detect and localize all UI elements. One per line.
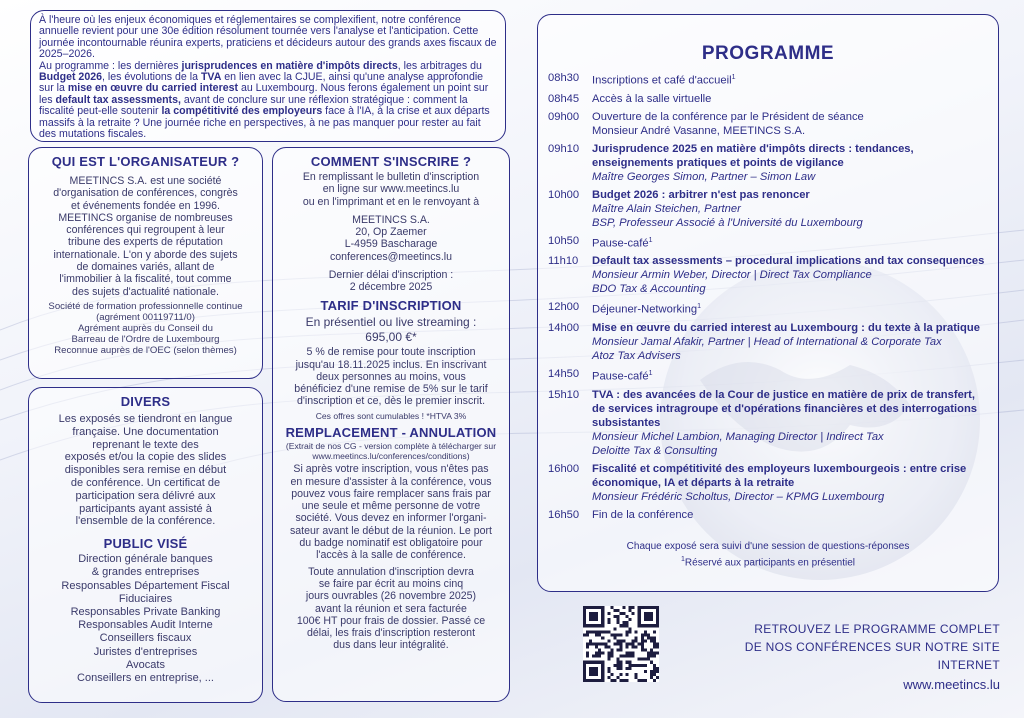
discount-line: d'inscription et ce, dès le premier inscrit. <box>296 395 486 408</box>
footnote-presentiel: $^1$Réservé aux participants en présentiel <box>681 555 855 569</box>
programme-item <box>548 462 988 504</box>
address-line: L-4959 Bascharage <box>344 238 438 251</box>
programme-item <box>548 142 988 184</box>
website-callout <box>682 620 1000 696</box>
tarif-price: 695,00 €* <box>365 329 417 344</box>
text-line: conférences qui regroupent à leur <box>66 224 225 237</box>
text-line: MEETINCS S.A. est une société <box>69 175 222 187</box>
divers-title: DIVERS <box>120 394 171 409</box>
divers-text <box>37 413 254 528</box>
registration-address <box>279 214 503 263</box>
text-line: disponibles sera remise en début <box>64 464 227 477</box>
programme-speaker: BDO Tax & Accounting <box>592 283 706 296</box>
text-line: ou en l'imprimant et en le renvoyant à <box>302 195 480 208</box>
programme-content <box>592 321 988 363</box>
cancellation-text <box>279 566 503 652</box>
programme-time: 15h10 <box>548 388 580 401</box>
tarif-title: TARIF D'INSCRIPTION <box>320 297 462 313</box>
organiser-box <box>28 147 263 379</box>
programme-time: 08h45 <box>548 92 580 105</box>
text-line: l'ensemble de la conférence. <box>75 515 216 528</box>
programme-speaker: Monsieur Jamal Afakir, Partner | Head of International & Corporate Tax <box>592 336 942 349</box>
programme-content <box>592 508 988 522</box>
text-line: de domaines variés, allant de <box>76 261 215 274</box>
audience-item: Responsables Audit Interne <box>78 619 213 632</box>
discount-line: bénéficiez d'une remise de 5% sur le tarif <box>294 383 488 396</box>
callout-line-1: RETROUVEZ LE PROGRAMME COMPLET <box>754 622 1000 636</box>
text-line: participants ayant assisté à <box>79 502 212 515</box>
programme-speaker: Atoz Tax Advisers <box>592 350 681 363</box>
programme-item-title: Budget 2026 : arbitrer n'est pas renoncer <box>592 188 810 201</box>
cancellation-line: Toute annulation d'inscription devra <box>308 565 474 578</box>
accreditation-line: (agrément 00119711/0) <box>96 311 195 323</box>
cancellation-line: avant la réunion et sera facturée <box>315 602 467 615</box>
programme-content <box>592 300 988 317</box>
public-list <box>37 553 254 685</box>
programme-time: 10h50 <box>548 234 580 247</box>
programme-time: 09h10 <box>548 142 580 155</box>
programme-item-title: Accès à la salle virtuelle <box>592 92 712 105</box>
programme-item <box>548 367 988 384</box>
programme-title: PROGRAMME <box>701 43 835 64</box>
accreditation-line: Reconnue auprès de l'OEC (selon thèmes) <box>54 344 237 356</box>
discount-line: deux personnes au moins, vous <box>316 370 466 383</box>
text-line: et événements fondée en 1996. <box>70 199 221 212</box>
cancellation-line: délai, les frais d'inscription resteront <box>306 627 476 640</box>
deadline-line: 2 décembre 2025 <box>349 281 433 294</box>
programme-speaker: Deloitte Tax & Consulting <box>592 444 718 457</box>
callout-line-2: DE NOS CONFÉRENCES SUR NOTRE SITE INTERNET <box>744 640 1000 672</box>
text-line: En remplissant le bulletin d'inscription <box>302 171 480 183</box>
replacement-title: REMPLACEMENT - ANNULATION <box>285 425 497 441</box>
programme-item <box>548 508 988 522</box>
programme-time: 14h50 <box>548 368 580 381</box>
programme-item-title: Fin de la conférence <box>592 508 694 521</box>
programme-item <box>548 388 988 458</box>
text-line: participation sera délivré aux <box>75 489 216 502</box>
programme-content <box>592 367 988 384</box>
replacement-line: l'accès à la salle de conférence. <box>316 549 466 562</box>
programme-content <box>592 254 988 296</box>
footnote-qa: Chaque exposé sera suivi d'une session de questions-réponses <box>626 540 910 552</box>
replacement-note <box>279 442 503 461</box>
registration-deadline <box>279 269 503 294</box>
text-line: des sujets d'actualité nationale. <box>72 285 219 298</box>
text-line: en ligne sur www.meetincs.lu <box>322 183 460 196</box>
registration-title: COMMENT S'INSCRIRE ? <box>310 154 472 169</box>
programme-box <box>537 14 999 592</box>
registration-text <box>279 171 503 208</box>
discount-line: jusqu'au 18.11.2025 inclus. En inscrivant <box>295 358 487 371</box>
programme-content <box>592 110 988 138</box>
programme-speaker: Maître Alain Steichen, Partner <box>592 202 741 215</box>
programme-item-title: Ouverture de la conférence par le Président de séance <box>592 110 864 123</box>
programme-footnotes <box>548 540 988 569</box>
address-line: 20, Op Zaemer <box>355 226 427 239</box>
programme-list <box>548 71 988 522</box>
divers-box <box>28 387 263 703</box>
cancellation-line: dus dans leur intégralité. <box>333 639 449 652</box>
discount-line: 5 % de remise pour toute inscription <box>306 346 476 359</box>
programme-content <box>592 71 988 88</box>
programme-item-title: Inscriptions et café d'accueil$^1$ <box>592 74 736 87</box>
intro-box <box>30 10 506 142</box>
programme-content <box>592 462 988 504</box>
accreditation-line: Barreau de l'Ordre de Luxembourg <box>71 333 220 345</box>
conditions-line: (Extrait de nos CG - version complète à télécharger sur <box>285 441 497 452</box>
programme-item-title: Fiscalité et compétitivité des employeurs luxembourgeois : entre crise économique, IA et départs à la retraite <box>592 462 967 489</box>
deadline-line: Dernier délai d'inscription : <box>328 269 454 282</box>
cancellation-line: 100€ HT pour frais de dossier. Passé ce <box>296 614 486 627</box>
replacement-line: une seule et même personne de votre <box>301 500 481 513</box>
audience-item: Juristes d'entreprises <box>93 645 198 658</box>
programme-speaker: Monsieur Frédéric Scholtus, Director – KPMG Luxembourg <box>592 490 885 503</box>
qr-code-icon[interactable] <box>583 606 659 682</box>
replacement-line: société. Vous devez en informer l'organi- <box>295 512 487 525</box>
public-title: PUBLIC VISÉ <box>103 536 188 552</box>
text-line: exposés et/ou la copie des slides <box>64 451 227 464</box>
audience-item: Conseillers en entreprise, ... <box>77 672 214 684</box>
replacement-line: sateur avant le début de la réunion. Le port <box>289 524 492 537</box>
programme-time: 10h00 <box>548 188 580 201</box>
programme-content <box>592 188 988 230</box>
programme-speaker: Monsieur André Vasanne, MEETINCS S.A. <box>592 124 806 137</box>
programme-item <box>548 188 988 230</box>
audience-item: Direction générale banques <box>78 553 213 566</box>
website-link[interactable]: www.meetincs.lu <box>903 677 1000 692</box>
programme-content <box>592 142 988 184</box>
programme-time: 08h30 <box>548 72 580 84</box>
programme-item-title: Pause-café$^1$ <box>592 236 653 250</box>
programme-speaker: Monsieur Armin Weber, Director | Direct Tax Compliance <box>592 269 872 282</box>
programme-item <box>548 300 988 317</box>
replacement-text <box>279 463 503 561</box>
programme-item-title: Pause-café$^1$ <box>592 370 653 383</box>
programme-item <box>548 92 988 106</box>
programme-time: 12h00 <box>548 301 580 314</box>
replacement-line: pouvez vous faire remplacer sans frais par <box>291 487 491 500</box>
programme-item-title: Default tax assessments – procedural implications and tax consequences <box>592 255 985 268</box>
tarif-mode: En présentiel ou live streaming : <box>305 314 477 329</box>
cancellation-line: jours ouvrables (26 novembre 2025) <box>305 590 477 603</box>
programme-item <box>548 110 988 138</box>
programme-time: 09h00 <box>548 110 580 123</box>
text-line: de conférence. Un certificat de <box>70 476 221 489</box>
text-line: MEETINCS organise de nombreuses <box>58 211 233 224</box>
address-line: conferences@meetincs.lu <box>329 250 453 263</box>
tarif-note: Ces offres sont cumulables ! *HTVA 3% <box>315 410 467 421</box>
organiser-text <box>37 175 254 298</box>
organiser-accreditations <box>37 301 254 356</box>
address-line: MEETINCS S.A. <box>352 213 430 226</box>
programme-item-title: Mise en œuvre du carried interest au Luxembourg : du texte à la pratique <box>592 322 980 335</box>
programme-speaker: Monsieur Michel Lambion, Managing Director | Indirect Tax <box>592 430 884 443</box>
accreditation-line: Société de formation professionnelle continue <box>48 300 243 312</box>
audience-item: Conseillers fiscaux <box>99 632 192 645</box>
text-line: tribune des experts de réputation <box>68 236 223 249</box>
cancellation-line: se faire par écrit au moins cinq <box>318 577 464 590</box>
conditions-line: www.meetincs.lu/conferences/conditions) <box>312 450 470 461</box>
text-line: française. Une documentation <box>72 425 219 438</box>
text-line: internationale. L'on y aborde des sujets <box>53 248 238 261</box>
programme-content <box>592 92 988 106</box>
programme-time: 16h00 <box>548 462 580 475</box>
audience-item: Responsables Département Fiscal <box>61 579 230 592</box>
programme-content <box>592 234 988 251</box>
programme-item <box>548 321 988 363</box>
intro-paragraph-2: Au programme : les dernières jurisprudences en matière d'impôts directs, les arbitrages du Budget 2026, les évolutions de la TVA en lien avec la CJUE, ainsi qu'une analyse approfondie sur la mise en œuvre du carried interest au Luxembourg. Nous ferons également un point sur les default tax assessments, avant de conclure sur une réflexion stratégique : comment la fiscalité peut-elle soutenir la compétitivité des employeurs face à l'IA, à la crise et aux départs massifs à la retraite ? Une journée riche en perspectives, à ne pas manquer pour rester au fait des mutations fiscales. <box>39 59 490 141</box>
text-line: d'organisation de conférences, congrès <box>53 187 238 200</box>
programme-speaker: Maître Georges Simon, Partner – Simon Law <box>592 170 816 183</box>
organiser-title: QUI EST L'ORGANISATEUR ? <box>51 154 240 169</box>
text-line: l'immobilier à la fiscalité, tout comme <box>59 273 232 286</box>
programme-time: 16h50 <box>548 508 580 521</box>
audience-item: Fiduciaires <box>118 592 173 605</box>
audience-item: Responsables Private Banking <box>70 605 221 618</box>
programme-item-title: TVA : des avancées de la Cour de justice en matière de prix de transfert, de services intragroupe et d'opérations financières et des interrogations subsistantes <box>592 388 978 429</box>
replacement-line: du badge nominatif est obligatoire pour <box>299 537 483 550</box>
programme-item <box>548 234 988 251</box>
accreditation-line: Agrément auprès du Conseil du <box>78 322 213 334</box>
programme-item <box>548 254 988 296</box>
programme-item <box>548 71 988 88</box>
text-line: Les exposés se tiendront en langue <box>58 413 233 425</box>
programme-time: 14h00 <box>548 322 580 335</box>
replacement-line: en mesure d'assister à la conférence, vous <box>290 475 492 488</box>
replacement-line: Si après votre inscription, vous n'êtes pas <box>293 463 489 476</box>
audience-item: & grandes entreprises <box>91 566 200 579</box>
programme-time: 11h10 <box>548 255 579 268</box>
programme-item-title: Jurisprudence 2025 en matière d'impôts directs : tendances, enseignements pratiques et points de vigilance <box>592 142 914 169</box>
programme-content <box>592 388 988 458</box>
programme-item-title: Déjeuner-Networking$^1$ <box>592 303 701 317</box>
registration-box <box>272 147 510 702</box>
audience-item: Avocats <box>126 658 165 671</box>
tarif-discount <box>279 346 503 407</box>
intro-paragraph-1: À l'heure où les enjeux économiques et réglementaires se complexifient, notre conférence annuelle revient pour une 30e édition résolument tournée vers l'analyse et l'anticipation. Cette journée incontournable réunira experts, praticiens et décideurs autour des grands axes fiscaux de 2025–2026. <box>39 14 497 61</box>
programme-speaker: BSP, Professeur Associé à l'Université du Luxembourg <box>592 216 863 229</box>
text-line: reprenant le texte des <box>92 438 199 451</box>
